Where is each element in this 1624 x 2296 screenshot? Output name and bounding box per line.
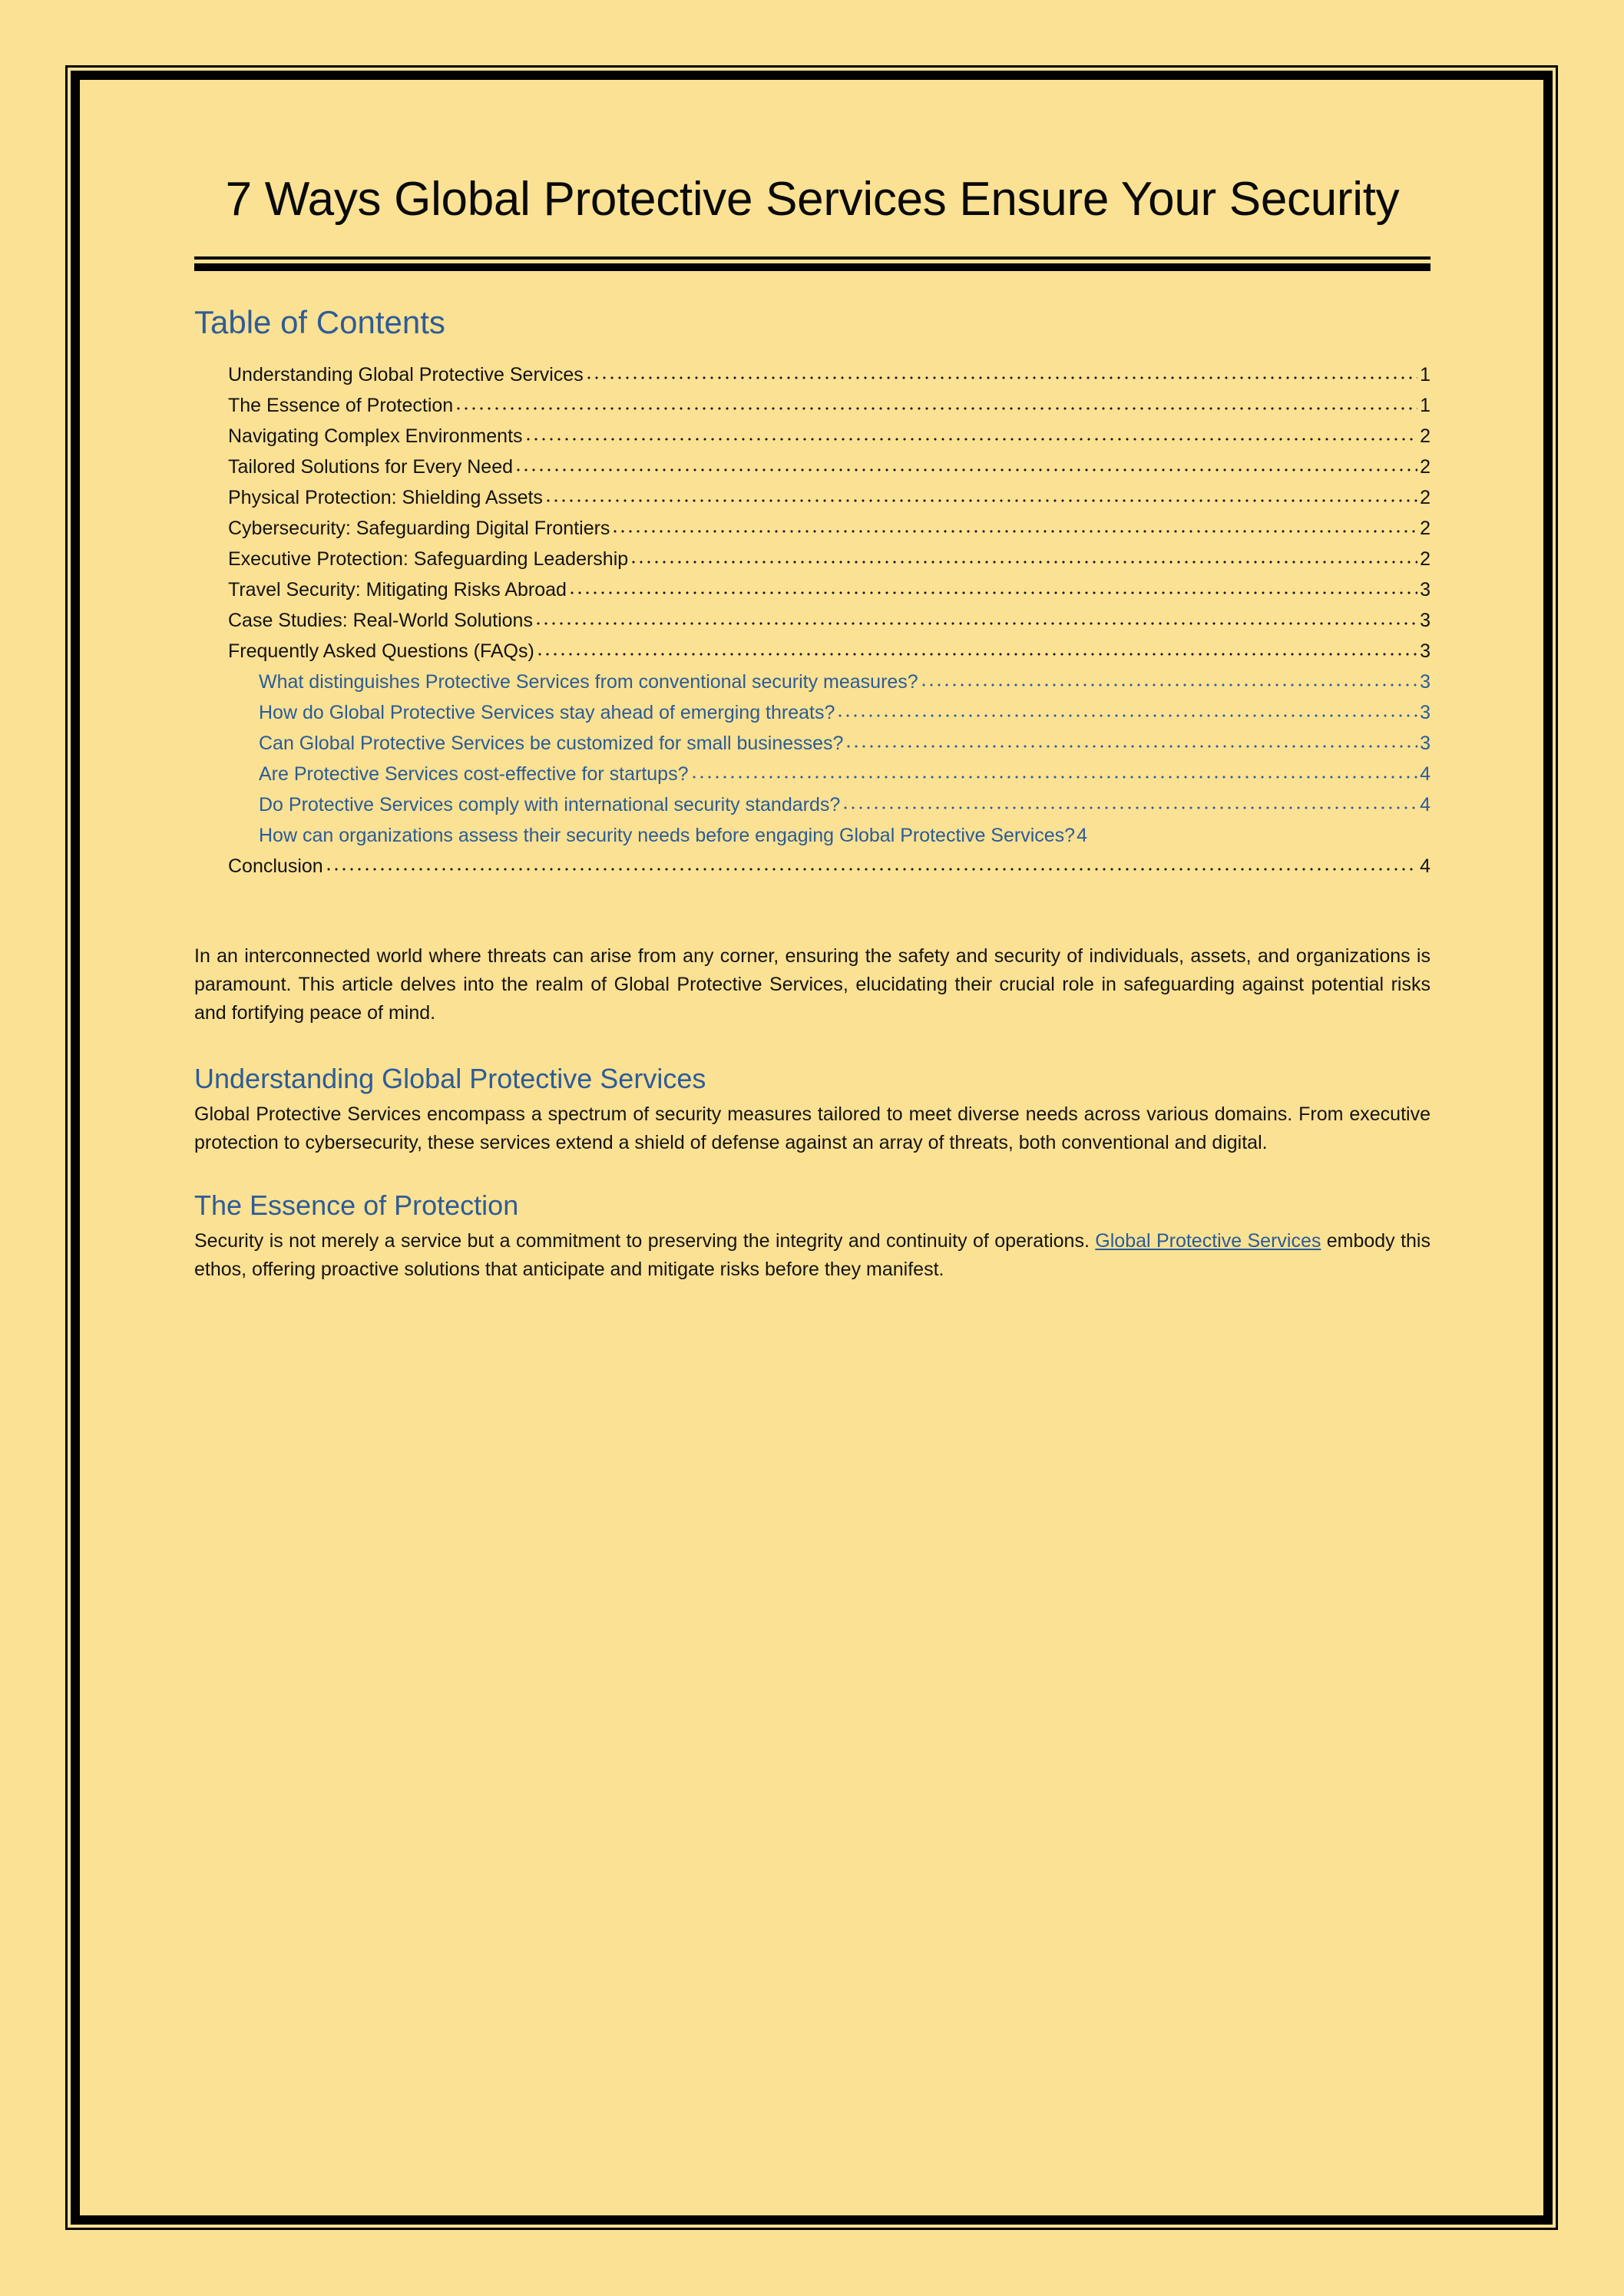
toc-dot-leader xyxy=(455,407,1417,410)
toc-dot-leader xyxy=(842,806,1417,809)
toc-entry-label: Case Studies: Real-World Solutions xyxy=(228,609,533,631)
toc-entry-page-number: 3 xyxy=(1420,609,1431,631)
toc-entry-label: Tailored Solutions for Every Need xyxy=(228,455,514,478)
toc-entry[interactable] xyxy=(194,600,1431,630)
toc-dot-leader xyxy=(534,622,1417,625)
toc-entry-label: How do Global Protective Services stay ahead of emerging threats? xyxy=(259,701,835,723)
toc-entry-page-number: 1 xyxy=(1420,363,1431,385)
global-protective-services-link[interactable]: Global Protective Services xyxy=(1095,1229,1321,1252)
toc-entry-page-number: 2 xyxy=(1420,455,1431,478)
toc-entry-page-number: 2 xyxy=(1420,486,1431,508)
toc-dot-leader xyxy=(920,683,1417,686)
toc-entry[interactable] xyxy=(194,477,1431,508)
toc-dot-leader xyxy=(845,745,1417,748)
toc-dot-leader xyxy=(611,530,1417,533)
toc-entry[interactable] xyxy=(194,508,1431,538)
toc-dot-leader xyxy=(630,561,1417,564)
section-paragraph-the-essence-of-protection xyxy=(194,1227,1431,1284)
toc-entry-page-number: 3 xyxy=(1420,701,1431,723)
table-of-contents-list xyxy=(194,354,1431,876)
toc-entry-label: Frequently Asked Questions (FAQs) xyxy=(228,640,534,662)
toc-entry-label: Navigating Complex Environments xyxy=(228,425,523,447)
toc-dot-leader xyxy=(536,653,1417,656)
toc-entry[interactable] xyxy=(194,723,1431,753)
toc-entry[interactable] xyxy=(194,538,1431,569)
toc-dot-leader xyxy=(325,868,1417,871)
toc-entry-label: Physical Protection: Shielding Assets xyxy=(228,486,543,508)
section-paragraph-understanding-global-protective-services: Global Protective Services encompass a spectrum of security measures tailored to meet diverse needs across various domains. From executive protection to cybersecurity, these services extend a shield of defense against an array of threats, both conventional and digital. xyxy=(194,1103,1431,1153)
toc-entry-page-number: 2 xyxy=(1420,425,1431,447)
toc-entry-label: Conclusion xyxy=(228,855,323,877)
toc-entry[interactable] xyxy=(194,661,1431,692)
toc-dot-leader xyxy=(544,499,1417,502)
toc-entry-page-number: 2 xyxy=(1420,548,1431,570)
body-content xyxy=(194,942,1431,1284)
toc-entry[interactable] xyxy=(194,815,1431,845)
toc-entry-label: Travel Security: Mitigating Risks Abroad xyxy=(228,578,567,600)
toc-entry[interactable] xyxy=(194,784,1431,815)
toc-entry-label: Understanding Global Protective Services xyxy=(228,363,584,385)
toc-dot-leader xyxy=(568,591,1417,594)
toc-entry[interactable] xyxy=(194,385,1431,415)
toc-entry-page-number: 3 xyxy=(1420,640,1431,662)
toc-entry[interactable] xyxy=(194,845,1431,876)
toc-entry-page-number: 4 xyxy=(1420,763,1431,785)
toc-entry[interactable] xyxy=(194,354,1431,385)
toc-entry-label: What distinguishes Protective Services from conventional security measures? xyxy=(259,670,918,693)
toc-entry-page-number: 4 xyxy=(1420,793,1431,816)
toc-entry-label: Executive Protection: Safeguarding Leadership xyxy=(228,548,629,570)
toc-entry-label: Cybersecurity: Safeguarding Digital Frontiers xyxy=(228,517,610,539)
toc-entry[interactable] xyxy=(194,446,1431,477)
section-heading-understanding-global-protective-services: Understanding Global Protective Services xyxy=(194,1062,706,1094)
toc-entry-label: Do Protective Services comply with international security standards? xyxy=(259,793,841,816)
toc-dot-leader xyxy=(524,438,1418,441)
paragraph-text-before-link: Security is not merely a service but a commitment to preserving the integrity and continuity of operations. xyxy=(194,1229,1096,1252)
toc-entry-page-number: 2 xyxy=(1420,517,1431,539)
toc-entry[interactable] xyxy=(194,415,1431,446)
toc-entry-page-number: 3 xyxy=(1420,732,1431,754)
toc-entry[interactable] xyxy=(194,630,1431,661)
toc-entry-label: How can organizations assess their security needs before engaging Global Protective Services? xyxy=(259,824,1076,846)
toc-dot-leader xyxy=(836,714,1417,717)
toc-entry-page-number: 3 xyxy=(1420,670,1431,693)
table-of-contents-heading: Table of Contents xyxy=(194,303,445,340)
page-content xyxy=(194,0,1431,1284)
intro-paragraph: In an interconnected world where threats can arise from any corner, ensuring the safety and security of individuals, assets, and organizations is paramount. This article delves into the realm of Global Protective Services, elucidating their crucial role in safeguarding against potential risks and fortifying peace of mind. xyxy=(194,945,1431,1024)
section-heading-the-essence-of-protection: The Essence of Protection xyxy=(194,1189,519,1221)
toc-entry[interactable] xyxy=(194,753,1431,784)
toc-entry-page-number: 3 xyxy=(1420,578,1431,600)
toc-dot-leader xyxy=(690,776,1418,779)
toc-entry[interactable] xyxy=(194,692,1431,723)
toc-entry-label: Can Global Protective Services be customized for small businesses? xyxy=(259,732,844,754)
toc-entry[interactable] xyxy=(194,569,1431,600)
toc-entry-page-number: 4 xyxy=(1077,824,1087,846)
toc-entry-page-number: 4 xyxy=(1420,855,1431,877)
page-title: 7 Ways Global Protective Services Ensure Your Security xyxy=(225,173,1400,226)
toc-entry-page-number: 1 xyxy=(1420,394,1431,416)
toc-entry-label: Are Protective Services cost-effective for startups? xyxy=(259,763,689,785)
paragraph-text-after-link: embody this ethos, offering proactive solutions that anticipate and mitigate risks before they manifest. xyxy=(194,1229,1431,1280)
toc-entry-label: The Essence of Protection xyxy=(228,394,454,416)
toc-dot-leader xyxy=(514,468,1417,471)
title-divider xyxy=(194,256,1431,269)
toc-dot-leader xyxy=(585,376,1417,379)
